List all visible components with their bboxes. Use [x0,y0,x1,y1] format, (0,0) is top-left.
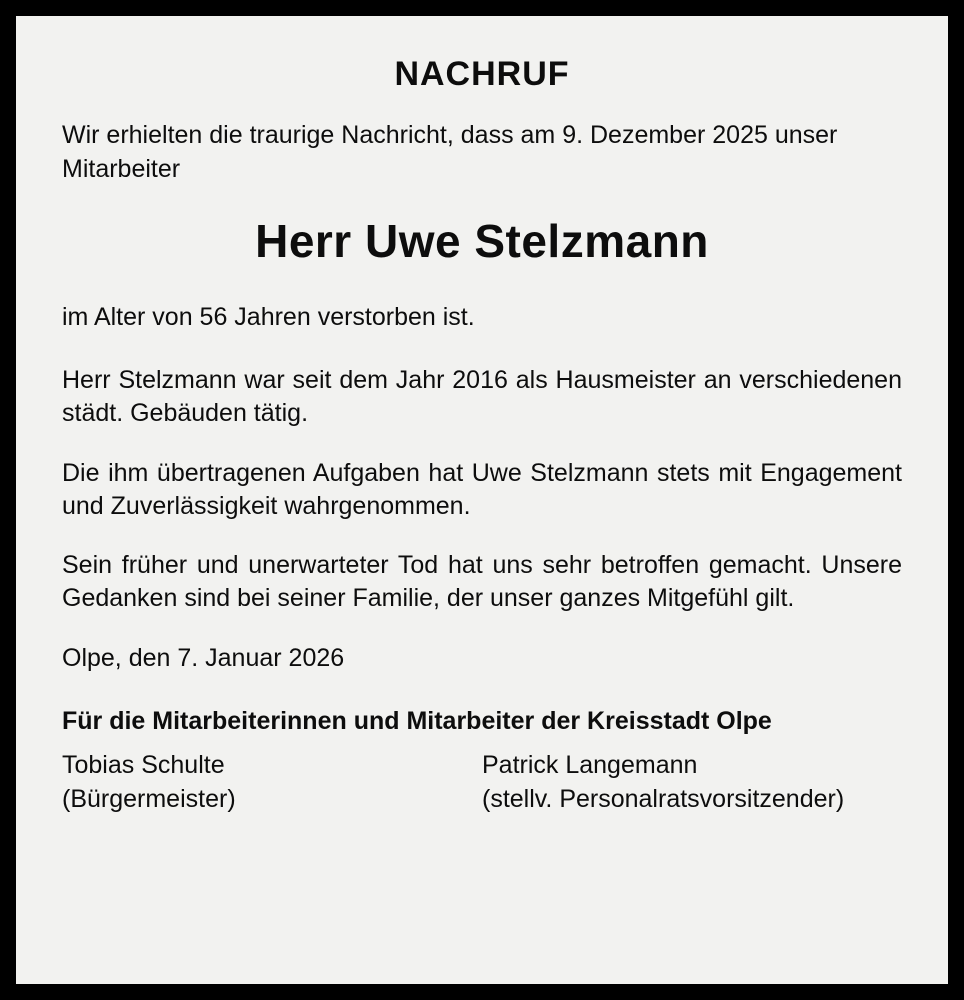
obituary-card [14,14,950,986]
body-paragraph-1: Herr Stelzmann war seit dem Jahr 2016 als Hausmeister an verschiedenen städt. Gebäuden tätig. [62,366,902,428]
signatures [62,749,902,817]
signer-name: Tobias Schulte [62,751,225,780]
age-line: im Alter von 56 Jahren verstorben ist. [62,302,475,331]
signer-1 [62,749,482,817]
body-paragraph-2: Die ihm übertragenen Aufgaben hat Uwe Stelzmann stets mit Engagement und Zuverlässigkeit wahrgenommen. [62,458,902,520]
page-title: NACHRUF [394,55,570,93]
place-and-date: Olpe, den 7. Januar 2026 [62,643,345,672]
body-paragraph-3: Sein früher und unerwarteter Tod hat uns sehr betroffen gemacht. Unsere Gedanken sind bei seiner Familie, der unser ganzes Mitgefühl gilt. [62,551,902,613]
signature-heading: Für die Mitarbeiterinnen und Mitarbeiter der Kreisstadt Olpe [62,706,772,735]
signer-role: (Bürgermeister) [62,785,236,814]
signer-role: (stellv. Personalratsvorsitzender) [482,785,845,814]
signer-2 [482,749,902,817]
signer-name: Patrick Langemann [482,751,698,780]
deceased-name: Herr Uwe Stelzmann [255,215,709,268]
lead-text: Wir erhielten die traurige Nachricht, dass am 9. Dezember 2025 unser Mitarbeiter [62,121,838,183]
